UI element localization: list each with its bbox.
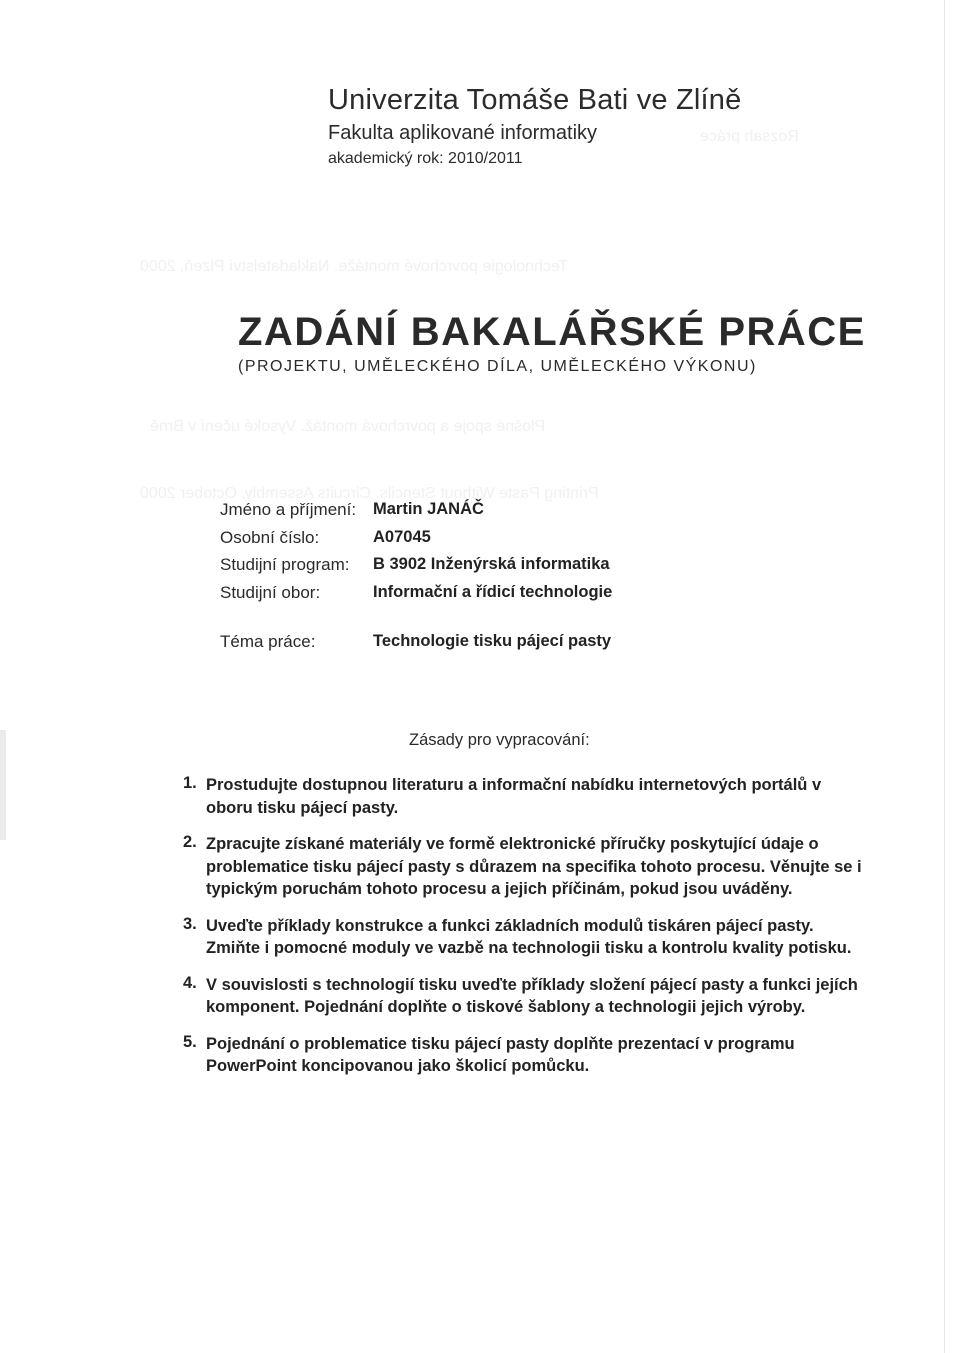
list-item	[183, 915, 863, 960]
bleed-through-text: Technologie povrchové montáže. Nakladatelství Plzeň, 2000	[140, 258, 568, 275]
item-number: 2.	[183, 833, 197, 851]
topic-label: Téma práce:	[220, 632, 316, 651]
academic-year: akademický rok: 2010/2011	[328, 150, 523, 167]
bleed-through-text: Rozsah práce	[700, 128, 799, 145]
field-label: Studijní obor:	[220, 582, 321, 602]
list-item	[183, 774, 863, 819]
item-number: 4.	[183, 973, 197, 992]
item-number: 5.	[183, 1032, 197, 1051]
bleed-through-text: Plošné spoje a povrchová montáž. Vysoké učení v Brně	[150, 418, 546, 435]
page-edge-line	[944, 0, 945, 1353]
item-number: 3.	[183, 914, 197, 933]
item-number: 1.	[183, 774, 197, 792]
principles-heading: Zásady pro vypracování:	[409, 731, 590, 749]
program-label: Studijní program:	[220, 555, 350, 574]
item-text: Zpracujte získané materiály ve formě elektronické příručky poskytující údaje o problematice tisku pájecí pasty s důrazem na specifika tohoto procesu. Věnujte se i typickým poruchám tohoto procesu a jejich příčinám, pokud jsou uváděny.	[206, 835, 862, 898]
id-value: A07045	[373, 527, 431, 546]
program-value: B 3902 Inženýrská informatika	[373, 555, 610, 573]
scan-shadow	[0, 730, 6, 840]
item-text: Pojednání o problematice tisku pájecí pasty doplňte prezentací v programu PowerPoint koncipovanou jako školicí pomůcku.	[206, 1034, 795, 1075]
university-name: Univerzita Tomáše Bati ve Zlíně	[328, 84, 742, 116]
principles-list	[183, 774, 863, 1092]
id-label: Osobní číslo:	[220, 527, 320, 547]
field-value: Informační a řídicí technologie	[373, 582, 613, 601]
name-value: Martin JANÁČ	[373, 500, 484, 518]
name-label: Jméno a příjmení:	[220, 500, 357, 519]
topic-value: Technologie tisku pájecí pasty	[373, 632, 612, 650]
item-text: Prostudujte dostupnou literaturu a informační nabídku internetových portálů v oboru tisku pájecí pasty.	[206, 776, 822, 817]
faculty-name: Fakulta aplikované informatiky	[328, 122, 598, 144]
document-title: ZADÁNÍ BAKALÁŘSKÉ PRÁCE	[238, 310, 866, 354]
topic-row	[220, 632, 820, 656]
item-text: Uveďte příklady konstrukce a funkci základních modulů tiskáren pájecí pasty. Zmiňte i pomocné moduly ve vazbě na technologii tisku a kontrolu kvality potisku.	[206, 916, 852, 957]
list-item	[183, 833, 863, 901]
list-item	[183, 974, 863, 1019]
document-subtitle: (PROJEKTU, UMĚLECKÉHO DÍLA, UMĚLECKÉHO VÝKONU)	[238, 358, 757, 375]
list-item	[183, 1033, 863, 1078]
item-text: V souvislosti s technologií tisku uveďte příklady složení pájecí pasty a funkci jejích komponent. Pojednání doplňte o tiskové šablony a technologii jejich výroby.	[206, 975, 858, 1016]
bleed-through-text: Printing Paste Without Stencils. Circuits Assembly, October 2000	[140, 485, 599, 502]
